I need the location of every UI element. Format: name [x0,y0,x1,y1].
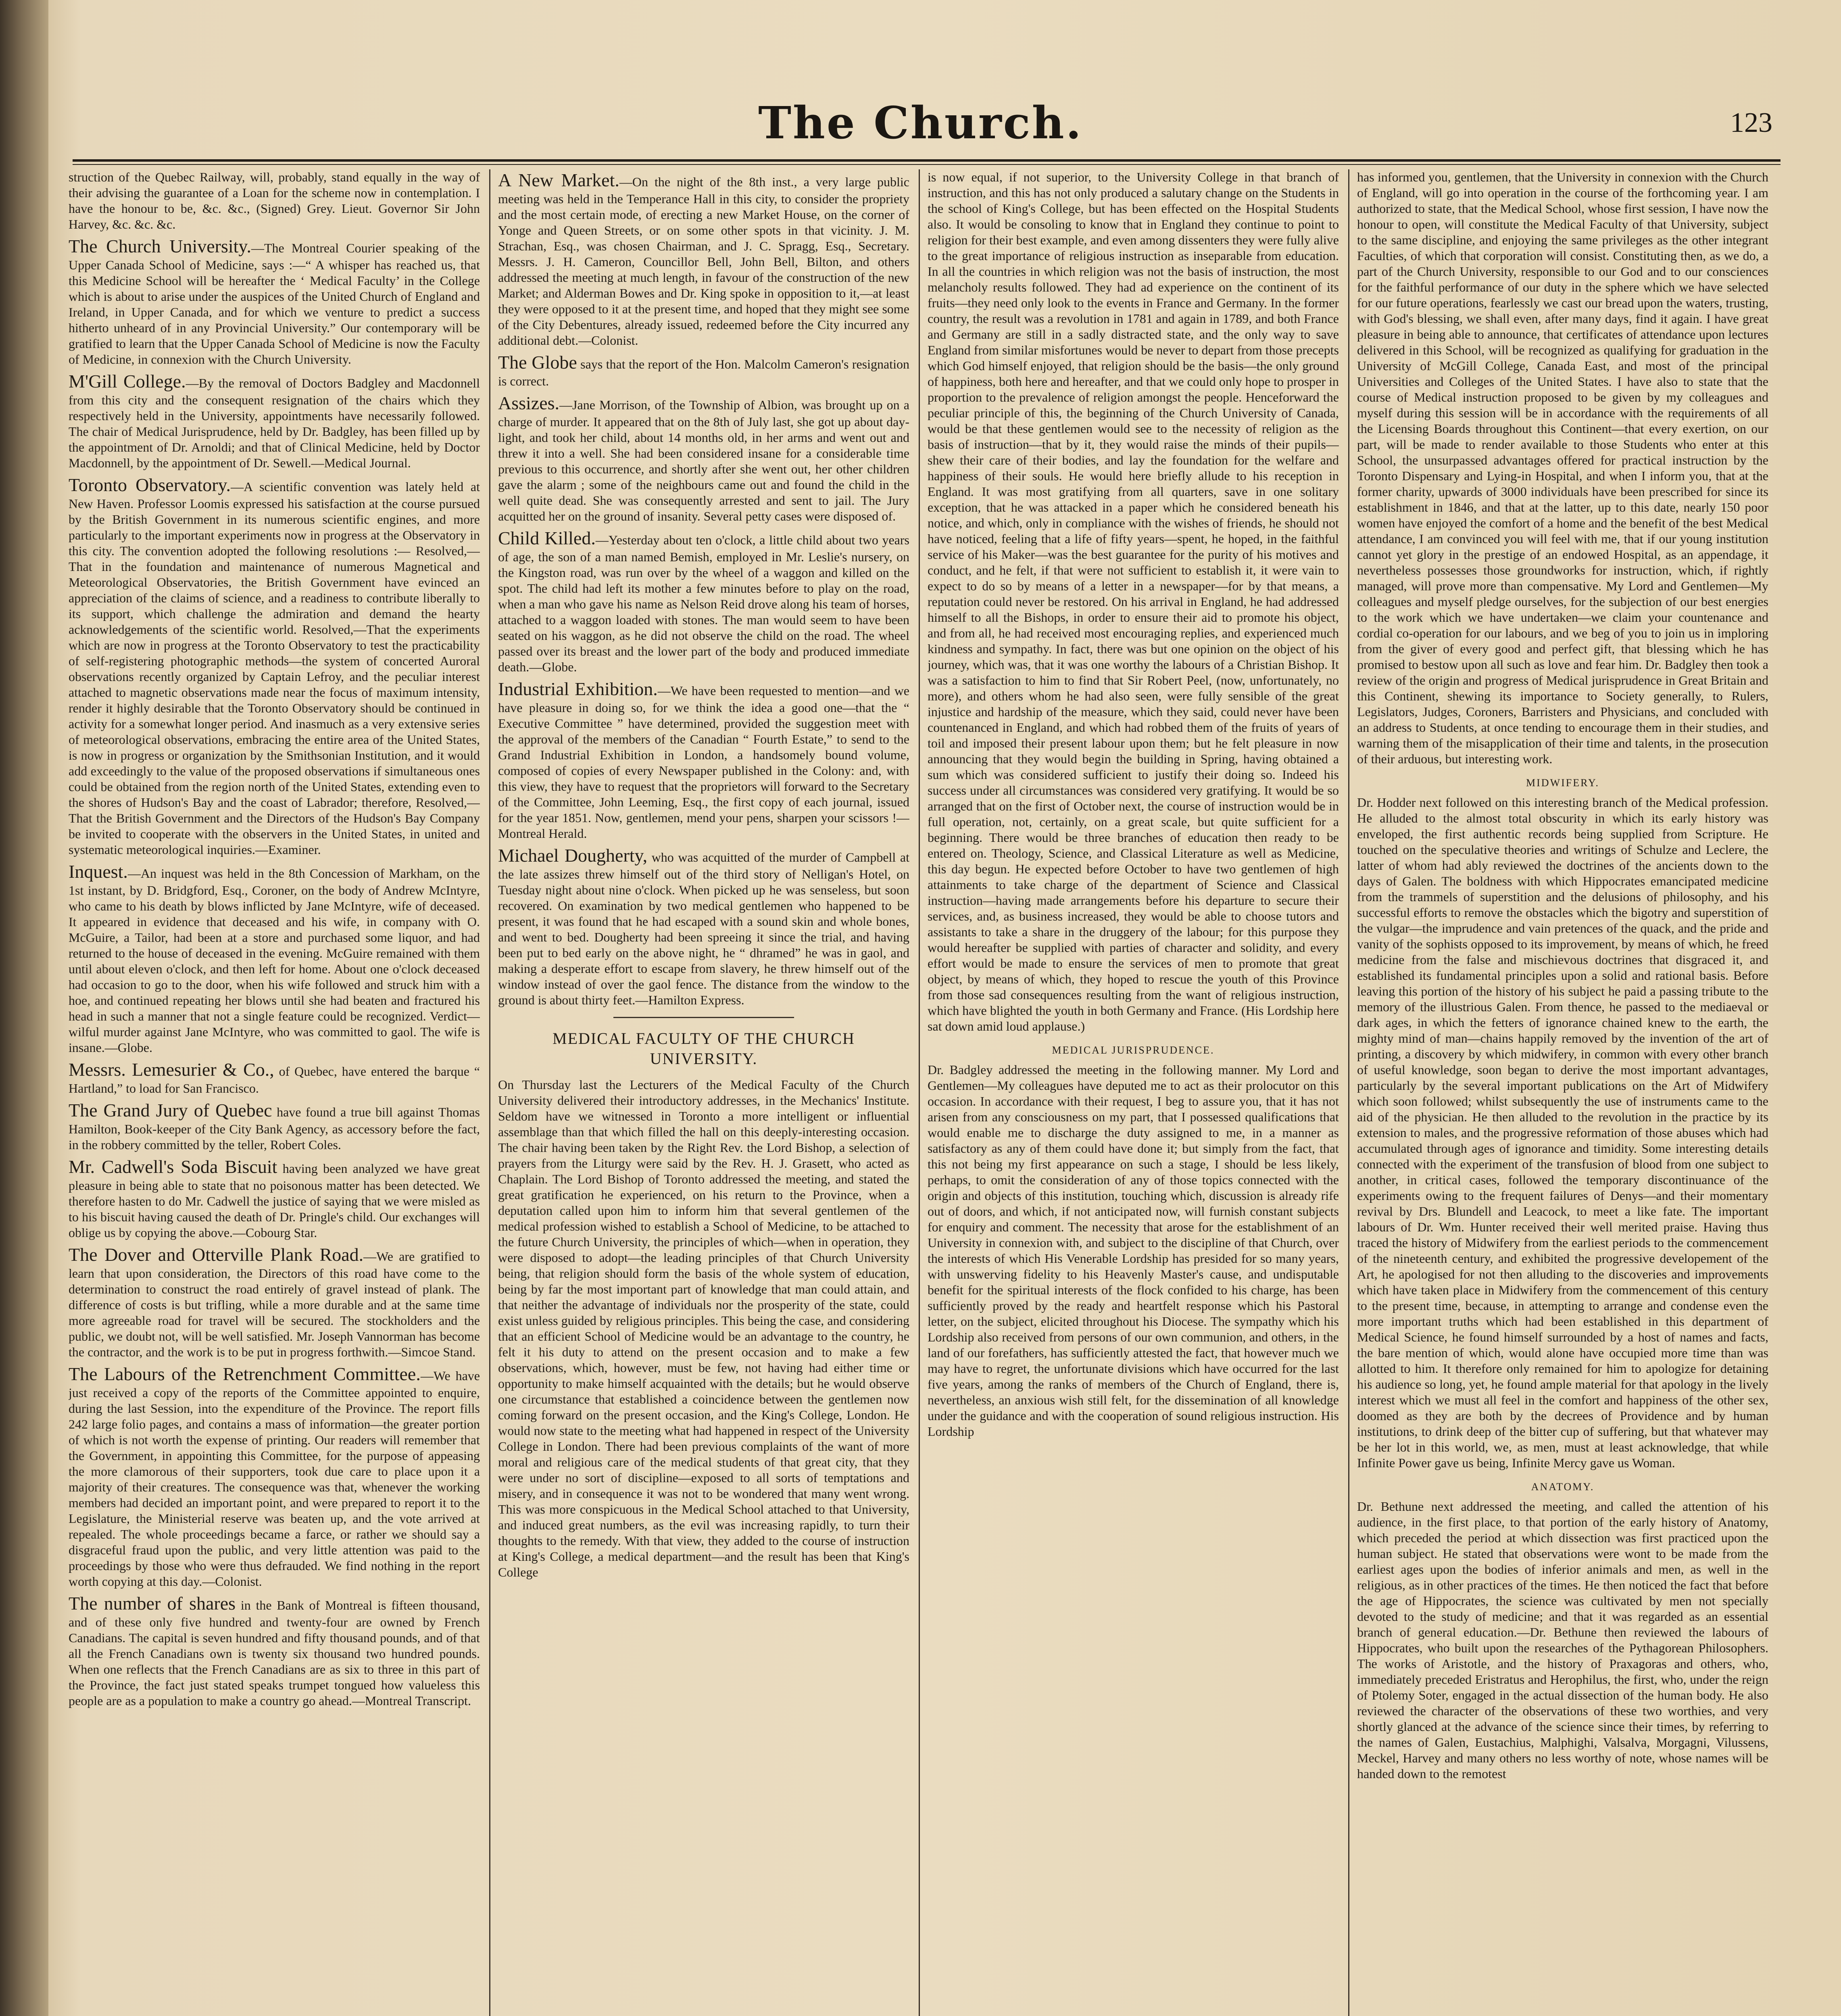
article-body: have found a true bill against Thomas Hamilton, Book-keeper of the City Bank Agency, as accessory before the fact, in the robbery committed by the teller, Robert Coles. [69,1105,480,1152]
article [69,474,480,858]
article-body: —The Montreal Courier speaking of the Upper Canada School of Medicine, says :—“ A whisper has reached us, that this Medicine School will be hereafter the ‘ Medical Faculty’ in the College which is about to arise under the auspices of the United Church of England and Ireland, in Upper Canada, and for which we venture to predict a success hitherto unheard of in any Provincial University.” Our contemporary will be gratified to learn that the Upper Canada School of Medicine is now the Faculty of Medicine, in connexion with the Church University. [69,241,480,367]
column-3 [928,169,1339,2016]
article [498,845,909,1008]
article-head: Assizes. [498,393,560,413]
article [69,861,480,1056]
book-gutter [0,0,48,2016]
column-text: has informed you, gentlemen, that the University in connexion with the Church of England, will go into operation in the course of the forthcoming year. I am authorized to state, that the Medical School, whose first session, I have now the honour to open, will constitute the Medical Faculty of that University, subject to the same discipline, and enjoying the same privileges as the other integrant Faculties, of which that corporation will consist. Constituting then, as we do, a part of the Church University, responsible to our God and to our consciences for the faithful performance of our duty in the sphere which we have selected for our future operations, fearlessly we cast our bread upon the waters, trusting, with God's blessing, we shall even, after many days, find it again. I have great pleasure in being able to announce, that certificates of attendance upon lectures delivered in this School, will be recognized as qualifying for graduation in the University of McGill College, Canada East, and most of the principal Universities and Colleges of the United States. I have also to state that the course of Medical instruction proposed to be given by my colleagues and myself during this session will be in accordance with the requirements of all the Licensing Boards throughout this Continent—that every exertion, on our part, will be made to render available to those Students who enter at this School, the unsurpassed advantages offered for practical instruction by the Toronto Dispensary and Lying-in Hospital, and when I inform you, that at the former charity, upwards of 3000 individuals have been prescribed for since its establishment in 1846, and that at the latter, up to this date, nearly 150 poor women have enjoyed the comfort of a home and the benefit of the best Medical attendance, I am convinced you will feel with me, that if our young institution cannot yet glory in the prestige of an endowed Hospital, as an appendage, it nevertheless possesses those groundworks for instruction, which, if rightly managed, will prove more than compensative. My Lord and Gentlemen—My colleagues and myself pledge ourselves, for the subjection of our best energies to the work which we have undertaken—we claim your countenance and cordial co-operation for our labours, and we beg of you to join us in imploring from the giver of every good and perfect gift, that blessing which he has promised to bestow upon all such as love and fear him. Dr. Badgley then took a review of the origin and progress of Medical jurisprudence in Great Britain and this Continent, shewing its importance to Society generally, to Rulers, Legislators, Judges, Coroners, Barristers and Physicians, and concluded with an address to Students, at once tending to encourage them in their studies, and warning them of the misapplication of their time and talents, in the prosecution of their arduous, but interesting work. [1357,170,1768,766]
article-head: The Labours of the Retrenchment Committee. [69,1364,421,1384]
article-body: who was acquitted of the murder of Campbell at the late assizes threw himself out of the third story of Nelligan's Hotel, on Tuesday night about nine o'clock. When picked up he was senseless, but soon recovered. On examination by two medical gentlemen who happened to be present, it was found that he had escaped with a sound skin and whole bones, and went to bed. Dougherty had been spreeing it since the trial, and having been put to bed early on the above night, he “ dhramed” he was in gaol, and making a desperate effort to escape from slavery, he threw himself out of the window instead of over the gaol fence. The distance from the window to the ground is about thirty feet.—Hamilton Express. [498,850,909,1007]
article-head: The Church University. [69,236,251,256]
section-heading: MEDICAL FACULTY OF THE CHURCH UNIVERSITY. [553,1029,855,1068]
article-head: M'Gill College. [69,371,186,392]
article-body: —An inquest was held in the 8th Concession of Markham, on the 1st instant, by D. Bridgford, Esq., Coroner, on the body of Andrew McIntyre, who came to his death by blows inflicted by Jane McIntyre, wife of deceased. It appeared in evidence that deceased and his wife, in company with O. McGuire, a Tailor, had been at a store and purchased some liquor, and had returned to the house of deceased in the evening. McGuire remained with them until about eleven o'clock, and then left for home. About one o'clock deceased had occasion to go to the door, when his wife followed and struck him with a hoe, and continued repeating her blows until she had beaten and fractured his head in such a manner that not a single feature could be recognized. Verdict—wilful murder against Jane McIntyre, who was committed to gaol. The wife is insane.—Globe. [69,866,480,1055]
article-body: in the Bank of Montreal is fifteen thousand, and of these only five hundred and twenty-four are owned by French Canadians. The capital is seven hundred and fifty thousand pounds, and of that all the French Canadians own is twenty six thousand two hundred pounds. When one reflects that the French Canadians are as six to three in this part of the Province, the fact just stated speaks trumpet tongued how valueless this people are as a population to make a country go ahead.—Montreal Transcript. [69,1598,480,1708]
article [498,678,909,841]
article-head: Mr. Cadwell's Soda Biscuit [69,1156,277,1177]
column-4 [1357,169,1768,2016]
article [69,1156,480,1241]
article-body: —A scientific convention was lately held at New Haven. Professor Loomis expressed his satisfaction at the course pursued by the British Government in its numerous scientific engines, and more particularly to the important experiments now in progress at the Observatory in this city. The convention adopted the following resolutions :— Resolved,—That in the foundation and maintenance of numerous Magnetical and Meteorological Observatories, the British Government have evinced an appreciation of the claims of science, and a readiness to contribute liberally to its support, which challenge the admiration and demand the hearty acknowledgements of the scientific world. Resolved,—That the experiments which are now in progress at the Toronto Observatory to test the practicability of self-registering photographic methods—the system of concerted Auroral observations recently organized by Captain Lefroy, and the peculiar interest attached to magnetic observations made near the focus of maximum intensity, render it highly desirable that the Toronto Observatory should be continued in activity for a somewhat longer period. And inasmuch as a very extensive series of meteorological observations, embracing the entire area of the United States, is now in progress or organization by the Smithsonian Institution, and it would add exceedingly to the value of the proposed observations if simultaneous ones could be obtained from the region north of the United States, extending even to the shores of Hudson's Bay and the coast of Labrador; therefore, Resolved,—That the British Government and the Directors of the Hudson's Bay Company be invited to cooperate with the observers in the United States, in united and systematic meteorological inquiries.—Examiner. [69,479,480,857]
article [498,352,909,389]
masthead-rule [73,159,1781,162]
article-body: —We are gratified to learn that upon consideration, the Directors of this road have come to the determination to construct the road entirely of gravel instead of plank. The difference of costs is but trifling, while a more durable and at the same time more agreeable road for travel will be secured. The stockholders and the public, we doubt not, will be well satisfied. Mr. Joseph Vannorman has become the contractor, and the work is to be put in progress forthwith.—Simcoe Stand. [69,1249,480,1359]
article-head: Messrs. Lemesurier & Co., [69,1059,274,1080]
subsection-heading: ANATOMY. [1531,1481,1595,1493]
article-body: of Quebec, have entered the barque “ Hartland,” to load for San Francisco. [69,1064,480,1095]
article-head: Child Killed. [498,528,596,548]
article-head: The Globe [498,352,577,373]
article [498,527,909,675]
column-text: is now equal, if not superior, to the University College in that branch of instruction, and this has not only produced a salutary change on the Students in the school of King's College, but has been effected on the Hospital Students also. It would be consoling to know that in England they continue to point to religion for their best example, and even among dissenters they were fully alive to the great importance of religious instruction as inseparable from education. In all the countries in which religion was not the basis of instruction, the most melancholy results followed. They had ad experience on the continent of its fruits—they need only look to the events in France and Germany. In the former country, the result was a revolution in 1781 and again in 1789, and both France and Germany are still in a sadly distracted state, and the only way to save England from similar misfortunes would be never to depart from those precepts which God himself enjoyed, that religion should be the basis—the only ground of happiness, both here and hereafter, and that we could only hope to prosper in proportion to the prevalence of religion amongst the people. Henceforward the peculiar principle of this, the beginning of the Church University of Canada, would be that these gentlemen would see to the necessity of religion as the basis of instruction—that by it, they would raise the minds of their pupils—shew their care of their bodies, and lay the foundation for the welfare and happiness of their souls. He would here briefly allude to his reception in England. It was most gratifying from all quarters, save in one solitary exception, that he was attacked in a paper which he considered beneath his notice, and which, only in compliance with the wishes of friends, he should not have noticed, feeling that a life of fifty years—spent, he hoped, in the faithful service of his Maker—was the best guarantee for the purity of his motives and conduct, and he felt, if that were not sufficient to establish it, it were vain to expect to do so by means of a letter in a newspaper—for by that means, a reputation could never be restored. On his arrival in England, he had addressed himself to all the Bishops, in order to ensure their aid to promote his object, and from all, he had received most encouraging replies, and experienced much kindness and sympathy. In fact, there was but one opinion on the object of his journey, which was, that it was one worthy the labours of a Christian Bishop. It was a satisfaction to him to find that Sir Robert Peel, (now, unfortunately, no more), and others whom he had also seen, were fully sensible of the great injustice and hardship of the measure, which they said, could never have been countenanced in England, and which had robbed them of the fruits of years of toil and imposed their present labour upon them; but he felt pleasure in now announcing that they would begin the building in Spring, having obtained a sum which was considered sufficient to justify their doing so. Indeed his success under all circumstances was considered very gratifying. It would be so arranged that on the first of October next, the course of instruction would be in full operation, not, certainly, on a great scale, but quite sufficient for a beginning. There would be three branches of education then ready to be entered on. Theology, Science, and Classical Literature as well as Medicine, this day begun. He expected before October to have two gentlemen of high attainments to take charge of the department of Science and Classical instruction—having made arrangements before his departure to secure their services, and, as business increased, they would be able to choose tutors and assistants to take a share in the druggery of the labour; for this purpose they would hereafter be supplied with parties of character and solidity, and every effort would be made to ensure the services of men to promote that great object, by means of which, they hoped to rescue the youth of this Province from those sad consequences resulting from the want of religious instruction, which have blighted the youth in both Germany and France. (His Lordship here sat down amid loud applause.) [928,170,1339,1033]
article-head: A New Market. [498,170,619,190]
article [69,1363,480,1589]
article-head: Toronto Observatory. [69,475,231,495]
article [69,169,480,232]
article-head: Inquest. [69,861,128,882]
article [69,1100,480,1153]
article-body: —On the night of the 8th inst., a very large public meeting was held in the Temperance Hall in this city, to consider the propriety and the most certain mode, of erecting a new Market House, on the corner of Yonge and Queen Streets, or on some other spots in that vicinity. J. M. Strachan, Esq., was chosen Chairman, and J. C. Spragg, Esq., Secretary. Messrs. J. H. Cameron, Councillor Bell, John Bell, Bilton, and others addressed the meeting at much length, in favour of the construction of the new Market; and Alderman Bowes and Dr. King spoke in opposition to it,—at least they were opposed to it at the present time, and hoped that they might see some of the City Debentures, already issued, redeemed before the City incurred any additional debt.—Colonist. [498,175,909,348]
column-2 [498,169,909,2016]
article [69,371,480,471]
article-body: says that the report of the Hon. Malcolm Cameron's resignation is correct. [498,357,909,388]
masthead-rule-thin [73,164,1781,165]
subsection-heading: MEDICAL JURISPRUDENCE. [1052,1044,1215,1056]
subsection-text: Dr. Bethune next addressed the meeting, and called the attention of his audience, in the first place, to that portion of the early history of Anatomy, which preceded the period at which dissection was first practiced upon the human subject. He stated that observations were wont to be made from the earliest ages upon the bodies of inferior animals and men, as well in the religious, as in other practices of the times. He then noticed the fact that before the age of Hippocrates, the science was cultivated by men not specially devoted to the study of medicine; and that it was regarded as an essential branch of general education.—Dr. Bethune then reviewed the labours of Hippocrates, who built upon the researches of the Pythagorean Philosophers. The works of Aristotle, and the history of Praxagoras and others, who, immediately preceded Eristratus and Herophilus, the first, who, under the reign of Ptolemy Soter, engaged in the actual dissection of the human body. He also reviewed the character of the observations of these two worthies, and very shortly glanced at the advance of the science since their times, by referring to the names of Galen, Eustachius, Malphighi, Valsalva, Morgagni, Vilussens, Meckel, Harvey and many others no less worthy of note, whose names will be handed down to the remotest [1357,1499,1768,1781]
article-body: —We have been requested to mention—and we have pleasure in doing so, for we think the idea a good one—that the “ Executive Committee ” have determined, provided the suggestion meet with the approval of the members of the Canadian “ Fourth Estate,” to send to the Grand Industrial Exhibition in London, a handsomely bound volume, composed of copies of every Newspaper published in the Colony: and, with this view, they have to request that the proprietors will forward to the Secretary of the Committee, John Leeming, Esq., the first copy of each journal, issued for the year 1851. Now, gentlemen, mend your pens, sharpen your scissors !—Montreal Herald. [498,683,909,841]
article-body: —By the removal of Doctors Badgley and Macdonnell from this city and the consequent resignation of the chairs which they respectively held in the University, appointments have necessarily followed. The chair of Medical Jurisprudence, held by Dr. Badgley, has been filled up by the appointment of Dr. Arnoldi; and that of Clinical Medicine, held by Doctor Macdonnell, by the appointment of Dr. Sewell.—Medical Journal. [69,376,480,470]
subsection-text: Dr. Hodder next followed on this interesting branch of the Medical profession. He alluded to the almost total obscurity in which its early history was enveloped, the first authentic records being supplied from Scripture. He touched on the speculative theories and writings of Schulze and Leclere, the latter of whom had ably reviewed the doctrines of the ancients down to the days of Galen. The boldness with which Hippocrates emancipated medicine from the trammels of superstition and the delusions of philosophy, and his successful efforts to remove the obstacles which the bigotry and superstition of the vulgar—the imprudence and vain pretences of the quack, and the pride and vanity of the sophists opposed to its improvement, by means of which, he freed medicine from the false and mischievous doctrines that disgraced it, and established its fundamental principles upon a solid and rational basis. Before leaving this portion of the history of his subject he paid a passing tribute to the memory of the illustrious Galen. From thence, he passed to the mediaeval or dark ages, in which the fetters of ignorance chained knew to the earth, the mighty mind of man—chains happily removed by the invention of the art of printing, a discovery by which midwifery, in common with every other branch of useful knowledge, soon began to derive the most important advantages, particularly by the several important publications on the Art of Midwifery which soon followed; whilst subsequently the use of instruments came to the aid of the physician. He then alluded to the revolution in the practice by its extension to males, and the progressive reformation of those abuses which had accumulated through ages of ignorance and timidity. Some interesting details connected with the experiment of the transfusion of blood from one subject to another, in critical cases, followed the temporary discontinuance of the experiments owing to the frequent failures of Denys—and their momentary revival by Drs. Blundell and Leacock, to meet a like fate. The important labours of Dr. Wm. Hunter received their well merited praise. Having thus traced the history of Midwifery from the earliest periods to the commencement of the nineteenth century, and exhibited the progressive developement of the Art, he apologised for not then alluding to the discoveries and improvements which have taken place in Midwifery from the commencement of this century to the present time, because, in attempting to arrange and condense even the more important truths which had been established in this department of Medical Science, he found himself surrounded by a host of names and facts, the bare mention of which, would alone have occupied more time than was allotted to him. It therefore only remained for him to apologize for detaining his audience so long, yet, he found ample material for that apology in the lively interest which we must all feel in the comfort and happiness of the other sex, doomed as they are both by the decrees of Providence and by human institutions, to drink deep of the bitter cup of suffering, but that whatever may be her lot in this world, we, as men, must at least acknowledge, that while Infinite Power gave us being, Infinite Mercy gave us Woman. [1357,795,1768,1470]
masthead [0,60,1841,165]
article-head: Industrial Exhibition. [498,679,658,699]
article-body: —We have just received a copy of the reports of the Committee appointed to enquire, during the last Session, into the expenditure of the Province. The report fills 242 large folio pages, and contains a mass of information—the greater portion of which is not worth the expense of printing. Our readers will remember that the Government, in appointing this Committee, for the purpose of appeasing the more clamorous of their supporters, took due care to place upon it a majority of their creatures. The consequence was that, whenever the working members had decided an important point, and were prepared to report it to the Legislature, the Ministerial reserve was beaten up, and the vote arrived at repealed. The whole proceedings became a farce, or rather we should say a disgraceful fraud upon the public, and very little attention was paid to the proceedings by those who were thus defrauded. We find nothing in the report worth copying at this day.—Colonist. [69,1368,480,1589]
article-head: The number of shares [69,1593,236,1614]
columns [69,169,1787,2016]
article [69,1244,480,1360]
column-1 [69,169,480,2016]
article-head: Michael Dougherty, [498,845,648,866]
article [498,392,909,524]
article [69,1059,480,1096]
article-head: The Dover and Otterville Plank Road. [69,1244,364,1265]
article-body: —Yesterday about ten o'clock, a little child about two years of age, the son of a man named Bemish, employed in Mr. Leslie's nursery, on the Kingston road, was run over by the wheel of a waggon and killed on the spot. The child had left its mother a few minutes before to play on the road, when a man who gave his name as Nelson Reid drove along his team of horses, attached to a waggon loaded with stones. The man would seem to have been seated on his waggon, as he did not observe the child on the road. The wheel passed over its breast and the lower part of the body and produced immediate death.—Globe. [498,533,909,674]
subsection-text: Dr. Badgley addressed the meeting in the following manner. My Lord and Gentlemen—My colleagues have deputed me to act as their prolocutor on this occasion. In accordance with their request, I beg to assure you, that it has not arisen from any consciousness on my part, that I possessed qualifications that would enable me to discharge the duty assigned to me, in a manner as satisfactory as any of them could have done it; but simply from the fact, that this not being my first appearance on such a stage, I should be less likely, perhaps, to omit the consideration of any of those topics connected with the origin and objects of this institution, touching which, discussion is already rife out of doors, and which, if not anticipated now, will furnish constant subjects for enquiry and comment. The necessity that arose for the establishment of an University in connexion with, and subject to the discipline of that Church, over the interests of which His Venerable Lordship has presided for so many years, with unswerving fidelity to his Heavenly Master's cause, and undisputable benefit for the spiritual interests of the flock confided to his charge, has been sufficiently proved by the ready and heartfelt response which his Pastoral letter, on the subject, elicited throughout his Diocese. The sympathy which his Lordship also received from persons of our own communion, and others, in the land of our forefathers, has sufficiently attested the fact, that however much we may have to regret, the unfortunate divisions which have occurred for the last five years, among the ranks of members of the Church of England, there is, nevertheless, an anxious wish still felt, for the dissemination of all knowledge under the guidance and with the cooperation of sound religious instruction. His Lordship [928,1062,1339,1439]
article-body: struction of the Quebec Railway, will, probably, stand equally in the way of their advising the guarantee of a Loan for the scheme now in contemplation. I have the honour to be, &c. &c., (Signed) Grey. Lieut. Governor Sir John Harvey, &c. &c. &c. [69,170,480,231]
masthead-title: The Church. [758,97,1083,149]
article [69,235,480,367]
article-body: —Jane Morrison, of the Township of Albion, was brought up on a charge of murder. It appeared that on the 8th of July last, she got up about day-light, and took her child, about 14 months old, in her arms and went out and threw it into a well. She had been considered insane for a considerable time previous to this occurrence, and shortly after she went out, her other children gave the alarm ; some of the neighbours came out and found the child in the well quite dead. She was consequently arrested and sent to jail. The Jury acquitted her on the ground of insanity. Several petty cases were disposed of. [498,398,909,523]
article-body: having been analyzed we have great pleasure in being able to state that no poisonous matter has been detected. We therefore hasten to do Mr. Cadwell the justice of saying that we were misled as to his biscuit having caused the death of Dr. Pringle's child. Our exchanges will oblige us by copying the above.—Cobourg Star. [69,1161,480,1240]
article-head: The Grand Jury of Quebec [69,1100,272,1120]
subsection-heading: MIDWIFERY. [1526,777,1599,789]
article [498,169,909,348]
page-number: 123 [1730,107,1772,138]
section-body: On Thursday last the Lecturers of the Medical Faculty of the Church University delivered their introductory addresses, in the Mechanics' Institute. Seldom have we witnessed in Toronto a more intelligent or influential assemblage than that which filled the hall on this deeply-interesting occasion. The chair having been taken by the Right Rev. the Lord Bishop, a selection of prayers from the Liturgy were said by the Rev. H. J. Grasett, who acted as Chaplain. The Lord Bishop of Toronto addressed the meeting, and stated the great gratification he experienced, on his return to the Province, when a deputation called upon him to inform him that several gentlemen of the medical profession wished to establish a School of Medicine, to be attached to the future Church University, the principles of which—when in operation, they were disposed to adopt—the leading principles of that Church University being, that religion should form the basis of the whole system of education, being by far the most important part of knowledge that man could attain, and that neither the advantage of individuals nor the prosperity of the state, could exist unless guided by religious principles. This being the case, and considering that an efficient School of Medicine would be an advantage to the country, he felt it his duty to attend on the present occasion and to make a few observations, which, however, must be few, not having had either time or opportunity to make himself acquainted with the details; but he would observe one circumstance that established a coincidence between the gentlemen now coming forward on the present occasion, and the King's College, London. He would now state to the meeting what had happened in respect of the University College in London. There had been previous complaints of the want of more moral and religious care of the medical students of that great city, that they were under no sort of discipline—exposed to all sorts of temptations and misery, and in consequence it was not to be wondered that many went wrong. This was more conspicuous in the Medical School attached to that University, and induced great numbers, as the evil was increasing rapidly, to turn their thoughts to the remedy. With that view, they added to the course of instruction at King's College, a medical department—and the result has been that King's College [498,1077,909,1579]
article [69,1593,480,1709]
section-rule [613,1017,794,1018]
